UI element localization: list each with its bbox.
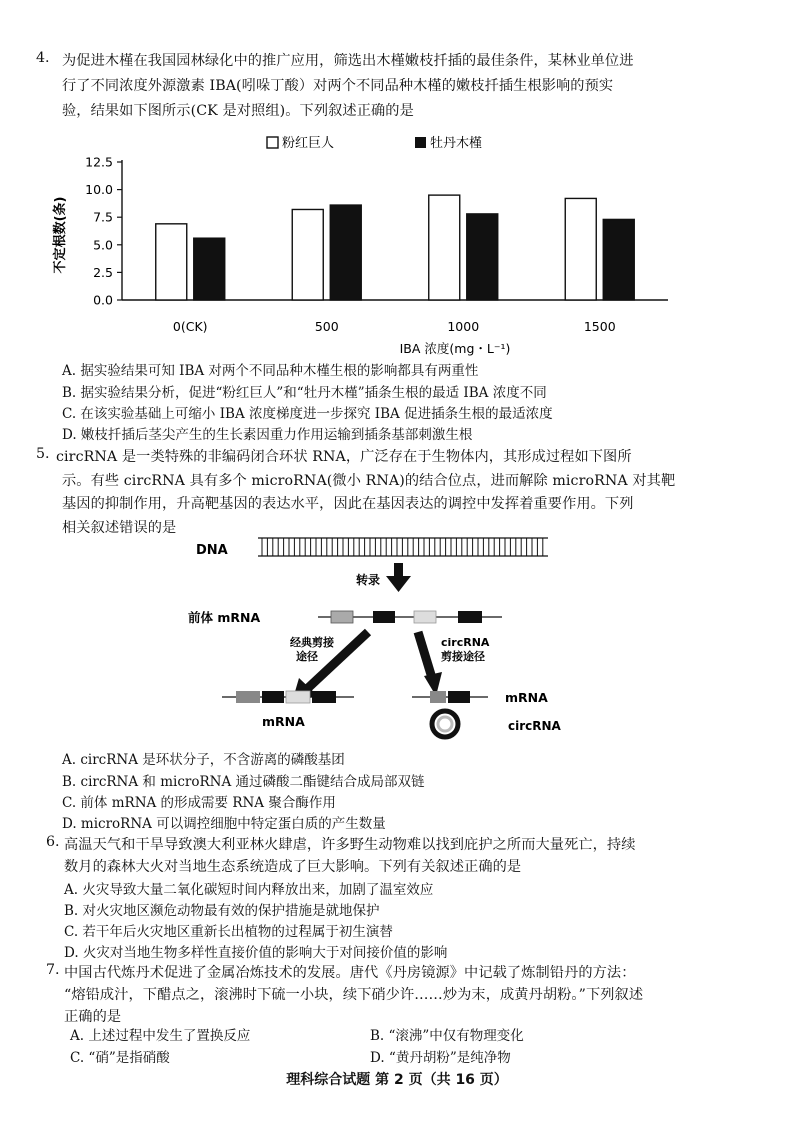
mature-mrna-left: [222, 691, 354, 703]
q6-stem-line-1: 高温天气和干旱导致澳大利亚林火肆虐，许多野生动物难以找到庇护之所而大量死亡，持续: [64, 837, 636, 853]
y-tick-label: 2.5: [93, 264, 113, 280]
legend-swatch-series-1: [267, 137, 278, 148]
y-tick-label: 10.0: [85, 182, 113, 198]
circrna-splicing-arrow: [418, 632, 442, 696]
q6-option-b: B. 对火灾地区濒危动物最有效的保护措施是就地保护: [64, 903, 380, 919]
q5-option-b: B. circRNA 和 microRNA 通过磷酸二酯键结合成局部双链: [62, 774, 425, 790]
pre-mrna-exon-4: [458, 611, 482, 623]
circrna-diagram: [0, 530, 794, 745]
transcription-label: 转录: [356, 573, 381, 587]
iba-bar-chart: [0, 125, 794, 360]
x-axis-label: IBA 浓度(mg・L⁻¹): [399, 341, 511, 356]
q5-stem-line-4: 相关叙述错误的是: [62, 520, 177, 536]
q4-option-b: B. 据实验结果分析，促进“粉红巨人”和“牡丹木槿”插条生根的最适 IBA 浓度不同: [62, 385, 547, 401]
q6-option-c: C. 若干年后火灾地区重新长出植物的过程属于初生演替: [64, 924, 393, 940]
classic-path-label-1: 经典剪接: [290, 636, 334, 649]
bar-1-1: [156, 224, 187, 300]
q4-stem-line-1: 为促进木槿在我国园林绿化中的推广应用，筛选出木槿嫩枝扦插的最佳条件，某林业单位进: [62, 53, 634, 69]
x-tick-label: 1500: [583, 319, 616, 334]
q7-option-b: B. “滚沸”中仅有物理变化: [370, 1028, 524, 1044]
x-tick-label: 500: [314, 319, 339, 334]
y-axis-label: 不定根数(条): [53, 196, 68, 274]
q7-number: 7.: [46, 962, 60, 978]
circ-path-label-2: 剪接途径: [441, 650, 485, 663]
q5-stem-line-2: 示。有些 circRNA 具有多个 microRNA(微小 RNA)的结合位点，进而解除 microRNA 对其靶: [62, 473, 676, 489]
chart-legend: [267, 135, 482, 151]
q7-stem-line-1: 中国古代炼丹术促进了金属冶炼技术的发展。唐代《丹房镜源》中记载了炼制铅丹的方法：: [64, 965, 636, 981]
dna-double-strand: [258, 538, 548, 556]
x-tick-label: 0(CK): [172, 319, 208, 334]
q4-option-d: D. 嫩枝扦插后茎尖产生的生长素因重力作用运输到插条基部刺激生根: [62, 427, 473, 443]
bar-1-3: [429, 195, 460, 300]
mrna-label-left: mRNA: [262, 714, 305, 729]
q7-option-d: D. “黄丹胡粉”是纯净物: [370, 1050, 511, 1066]
legend-swatch-series-2: [415, 137, 426, 148]
page-footer: 理科综合试题 第 2 页（共 16 页）: [286, 1072, 508, 1088]
x-tick-label: 1000: [447, 319, 480, 334]
q6-option-a: A. 火灾导致大量二氧化碳短时间内释放出来，加剧了温室效应: [64, 882, 434, 898]
bar-2-2: [330, 205, 361, 300]
legend-label-series-2: 牡丹木槿: [430, 136, 483, 151]
q5-option-c: C. 前体 mRNA 的形成需要 RNA 聚合酶作用: [62, 795, 336, 811]
classic-path-label-2: 途径: [296, 650, 318, 663]
q4-stem-line-3: 验，结果如下图所示(CK 是对照组)。下列叙述正确的是: [62, 103, 414, 119]
q4-option-a: A. 据实验结果可知 IBA 对两个不同品种木槿生根的影响都具有两重性: [62, 363, 479, 379]
q5-option-a: A. circRNA 是环状分子，不含游离的磷酸基团: [62, 752, 345, 768]
bar-2-3: [467, 214, 498, 300]
bar-2-1: [194, 238, 225, 300]
q4-number: 4.: [36, 50, 50, 66]
mature-mrna-right: [412, 691, 488, 703]
bar-2-4: [603, 219, 634, 300]
y-axis-title: [52, 197, 68, 274]
y-tick-label: 5.0: [93, 237, 113, 253]
q6-stem-line-2: 数月的森林大火对当地生态系统造成了巨大影响。下列有关叙述正确的是: [64, 859, 522, 875]
q6-number: 6.: [46, 834, 60, 850]
q7-option-c: C. “硝”是指硝酸: [70, 1050, 170, 1066]
y-tick-label: 0.0: [93, 292, 113, 308]
circrna-label: circRNA: [508, 719, 561, 733]
q7-option-a: A. 上述过程中发生了置换反应: [70, 1028, 251, 1044]
y-tick-label: 12.5: [85, 154, 113, 170]
pre-mrna-label: 前体 mRNA: [188, 610, 261, 625]
q6-option-d: D. 火灾对当地生物多样性直接价值的影响大于对间接价值的影响: [64, 945, 448, 961]
pre-mrna-exon-3: [414, 611, 436, 623]
q7-stem-line-2: “熔铅成汁，下醋点之，滚沸时下硫一小块，续下硝少许……炒为末，成黄丹胡粉。”下列叙述: [64, 987, 644, 1003]
mrna-label-right: mRNA: [505, 690, 548, 705]
circ-path-label-1: circRNA: [441, 636, 490, 649]
q5-option-d: D. microRNA 可以调控细胞中特定蛋白质的产生数量: [62, 816, 386, 832]
legend-label-series-1: 粉红巨人: [282, 136, 335, 151]
q5-number: 5.: [36, 446, 50, 462]
bar-1-4: [565, 198, 596, 300]
q5-stem-line-3: 基因的抑制作用，升高靶基因的表达水平，因此在基因表达的调控中发挥着重要作用。下列: [62, 496, 634, 512]
bar-1-2: [292, 209, 323, 300]
q5-stem-line-1: circRNA 是一类特殊的非编码闭合环状 RNA，广泛存在于生物体内，其形成过程如下图所: [56, 449, 632, 465]
y-tick-label: 7.5: [93, 209, 113, 225]
transcription-arrow: [386, 563, 411, 592]
pre-mrna-exon-2: [373, 611, 395, 623]
pre-mrna-exon-1: [331, 611, 353, 623]
q7-stem-line-3: 正确的是: [64, 1009, 122, 1025]
q4-stem-line-2: 行了不同浓度外源激素 IBA(吲哚丁酸）对两个不同品种木槿的嫩枝扦插生根影响的预实: [62, 78, 614, 94]
pre-mrna-strand: [318, 611, 502, 623]
q4-option-c: C. 在该实验基础上可缩小 IBA 浓度梯度进一步探究 IBA 促进插条生根的最适浓度: [62, 406, 553, 422]
dna-label: DNA: [196, 543, 228, 558]
circrna-ring: [432, 711, 458, 737]
